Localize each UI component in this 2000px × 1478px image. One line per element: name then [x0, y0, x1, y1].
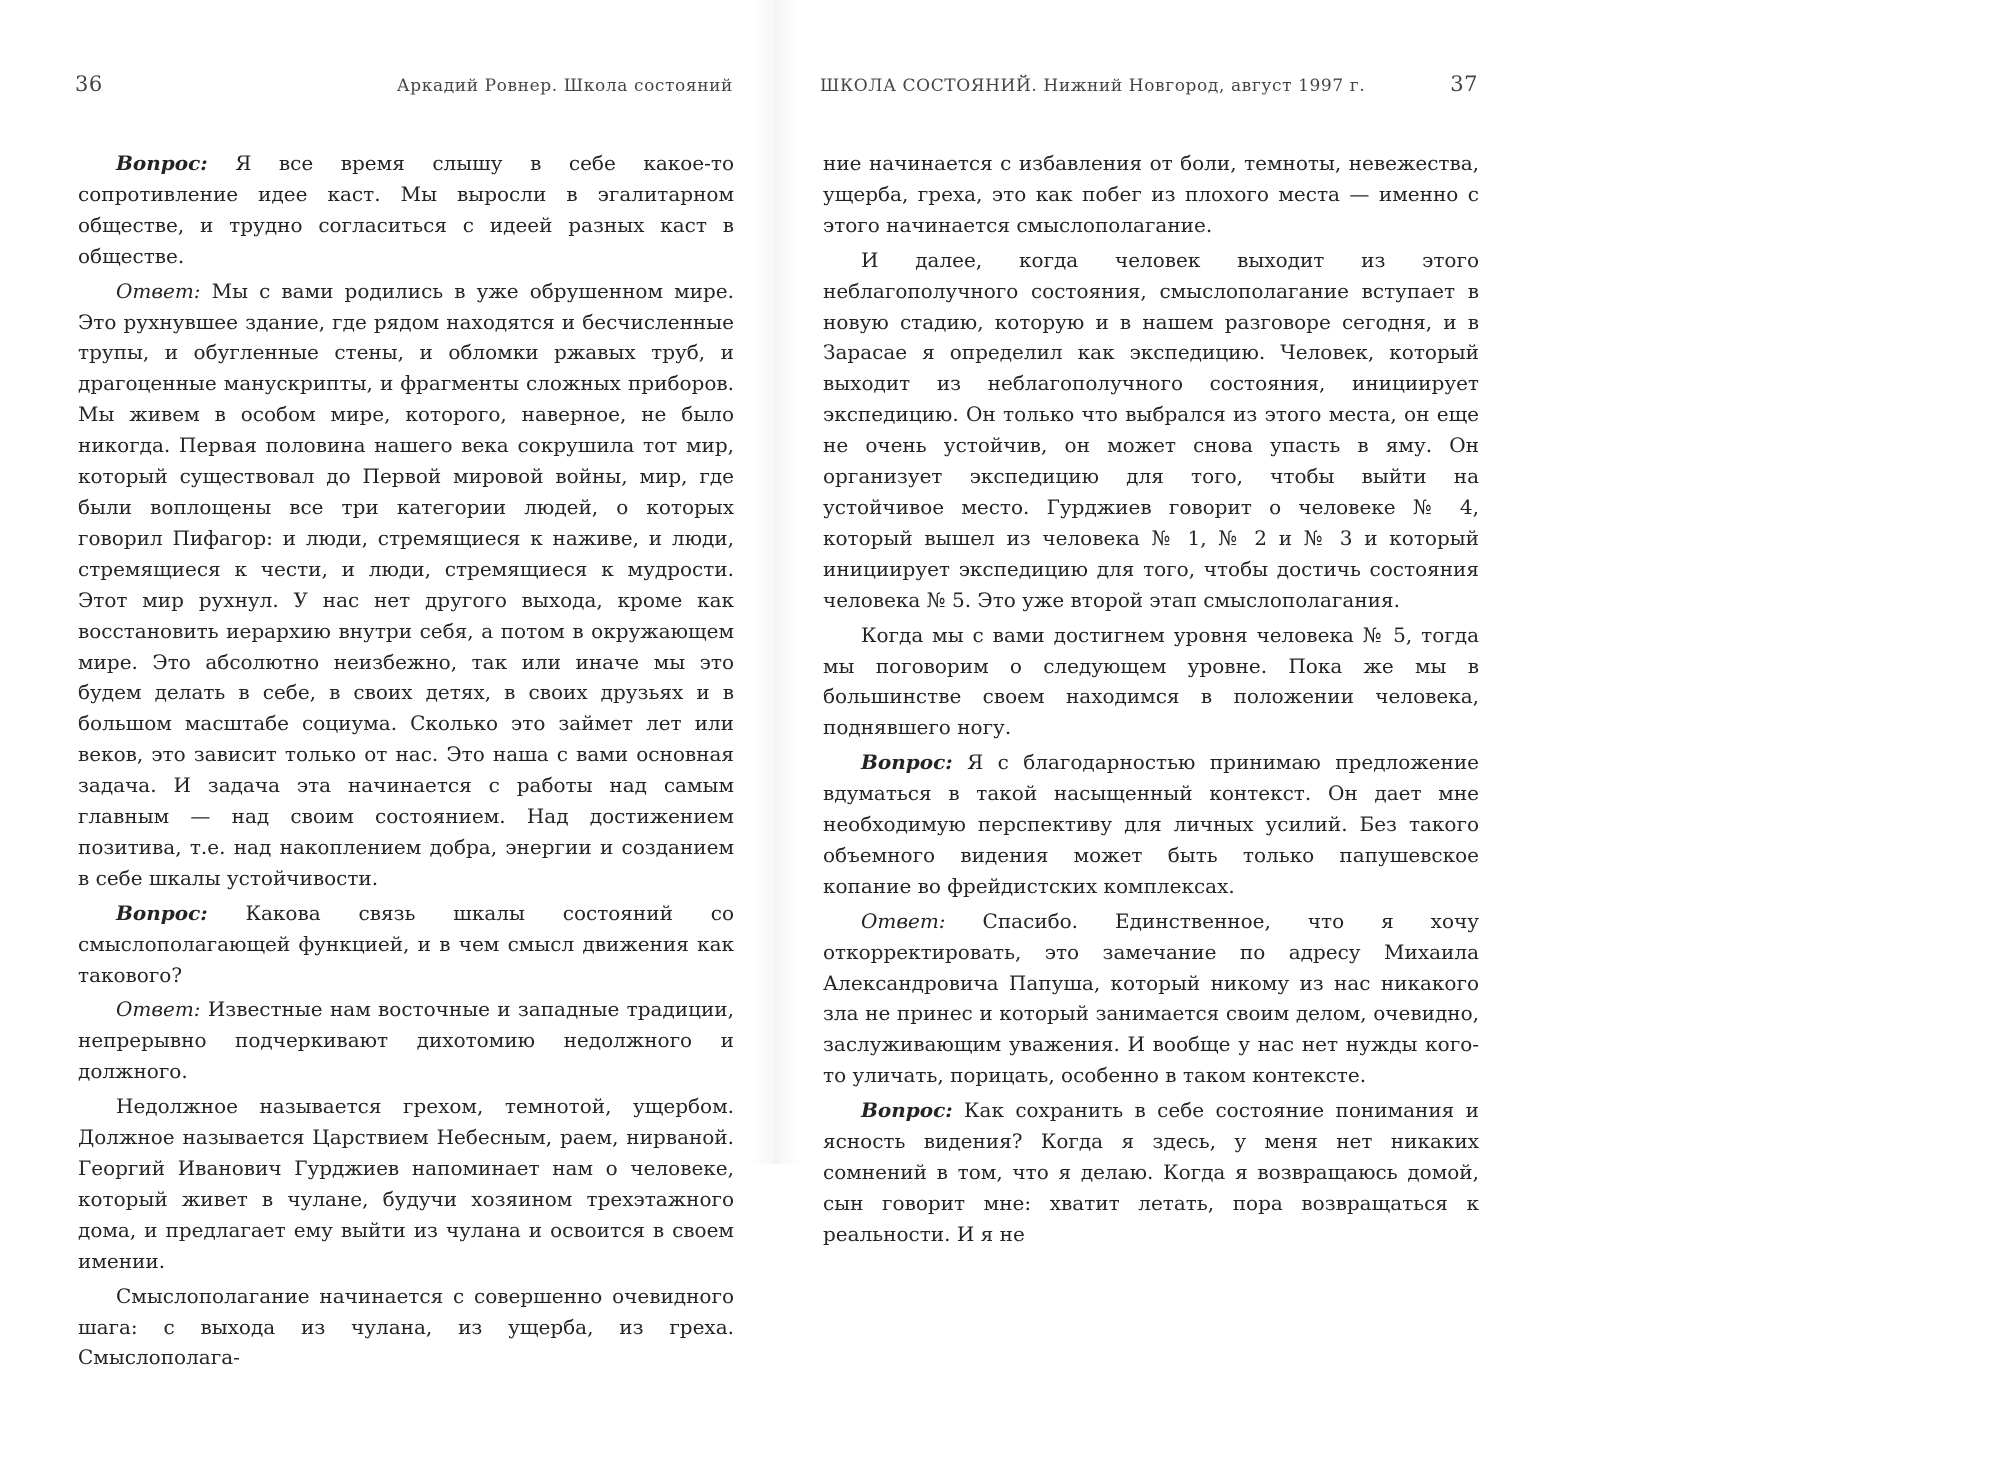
answer-label: Ответ:	[116, 278, 201, 303]
paragraph	[823, 1095, 1479, 1250]
paragraph	[78, 276, 734, 894]
paragraph-text: Спасибо. Единственное, что я хочу откорректировать, это замечание по адресу Михаила Александровича Папуша, который никому из нас никакого зла не принес и который занимается своим делом, очевидно, заслуживающим уважения. И вообще у нас нет нужды кого-то уличать, порицать, особенно в таком контексте.	[823, 908, 1479, 1088]
answer-label: Ответ:	[861, 908, 946, 933]
paragraph-text: Известные нам восточные и западные традиции, непрерывно подчеркивают дихотомию недолжного и должного.	[78, 997, 734, 1084]
paragraph-text: И далее, когда человек выходит из этого неблагополучного состояния, смыслополагание вступает в новую стадию, которую и в нашем разговоре сегодня, и в Зарасае я определил как экспедицию. Человек, который выходит из неблагополучного состояния, инициирует экспедицию. Он только что выбрался из этого места, он еще не очень устойчив, он может снова упасть в яму. Он организует экспедицию для того, чтобы выйти на устойчивое место. Гурджиев говорит о человеке № 4, который вышел из человека № 1, № 2 и № 3 и который инициирует экспедицию для того, чтобы достичь состояния человека № 5. Это уже второй этап смыслополагания.	[823, 247, 1479, 612]
paragraph	[823, 747, 1479, 902]
paragraph-text: ние начинается с избавления от боли, темноты, невежества, ущерба, греха, это как побег из плохого места — именно с этого начинается смыслополагание.	[823, 151, 1479, 237]
right-page	[776, 0, 1553, 1246]
left-page	[0, 0, 776, 1370]
paragraph	[78, 898, 734, 991]
paragraph	[823, 148, 1479, 241]
paragraph	[78, 148, 734, 272]
question-label: Вопрос:	[861, 1098, 953, 1123]
right-page-body	[823, 148, 1479, 1250]
paragraph-text: Я все время слышу в себе какое-то сопротивление идее каст. Мы выросли в эгалитарном обществе, и трудно согласиться с идеей разных каст в обществе.	[78, 151, 734, 268]
paragraph	[823, 620, 1479, 744]
question-label: Вопрос:	[861, 750, 953, 775]
paragraph-text: Смыслополагание начинается с совершенно очевидного шага: с выхода из чулана, из ущерба, из греха. Смыслополага-	[78, 1283, 734, 1370]
question-label: Вопрос:	[116, 151, 208, 175]
paragraph-text: Как сохранить в себе состояние понимания и ясность видения? Когда я здесь, у меня нет никаких сомнений в том, что я делаю. Когда я возвращаюсь домой, сын говорит мне: хватит летать, пора возвращаться к реальности. И я не	[823, 1098, 1479, 1246]
paragraph-text: Какова связь шкалы состояний со смыслополагающей функцией, и в чем смысл движения как такового?	[78, 900, 734, 987]
paragraph	[823, 245, 1479, 616]
paragraph	[78, 994, 734, 1087]
paragraph-text: Недолжное называется грехом, темнотой, ущербом. Должное называется Царствием Небесным, раем, нирваной. Георгий Иванович Гурджиев напоминает нам о человеке, который живет в чулане, будучи хозяином трехэтажного дома, и предлагает ему выйти из чулана и освоится в своем имении.	[78, 1094, 734, 1273]
left-page-header	[75, 72, 733, 112]
right-page-number: 37	[1450, 72, 1478, 96]
paragraph	[823, 906, 1479, 1091]
question-label: Вопрос:	[116, 900, 208, 925]
paragraph	[78, 1281, 734, 1374]
right-page-header	[820, 72, 1478, 112]
paragraph-text: Когда мы с вами достигнем уровня человека № 5, тогда мы поговорим о следующем уровне. Пока же мы в большинстве своем находимся в положении человека, поднявшего ногу.	[823, 622, 1479, 740]
left-page-body	[78, 148, 734, 1373]
paragraph-text: Я с благодарностью принимаю предложение вдуматься в такой насыщенный контекст. Он дает мне необходимую перспективу для личных усилий. Без такого объемного видения может быть только папушевское копание во фрейдистских комплексах.	[823, 750, 1479, 898]
answer-label: Ответ:	[116, 997, 201, 1022]
left-page-number: 36	[75, 72, 103, 96]
paragraph	[78, 1091, 734, 1276]
left-running-head: Аркадий Ровнер. Школа состояний	[396, 76, 733, 96]
right-running-head: ШКОЛА СОСТОЯНИЙ. Нижний Новгород, август 1997 г.	[820, 76, 1366, 96]
paragraph-text: Мы с вами родились в уже обрушенном мире. Это рухнувшее здание, где рядом находятся и бесчисленные трупы, и обугленные стены, и обломки ржавых труб, и драгоценные манускрипты, и фрагменты сложных приборов. Мы живем в особом мире, которого, наверное, не было никогда. Первая половина нашего века сокрушила тот мир, который существовал до Первой мировой войны, мир, где были воплощены все три категории людей, о которых говорил Пифагор: и люди, стремящиеся к наживе, и люди, стремящиеся к чести, и люди, стремящиеся к мудрости. Этот мир рухнул. У нас нет другого выхода, кроме как восстановить иерархию внутри себя, а потом в окружающем мире. Это абсолютно неизбежно, так или иначе мы это будем делать в себе, в своих детях, в своих друзьях и в большом масштабе социума. Сколько это займет лет или веков, это зависит только от нас. Это наша с вами основная задача. И задача эта начинается с работы над самым главным — над своим состоянием. Над достижением позитива, т.е. над накоплением добра, энергии и созданием в себе шкалы устойчивости.	[78, 278, 734, 890]
